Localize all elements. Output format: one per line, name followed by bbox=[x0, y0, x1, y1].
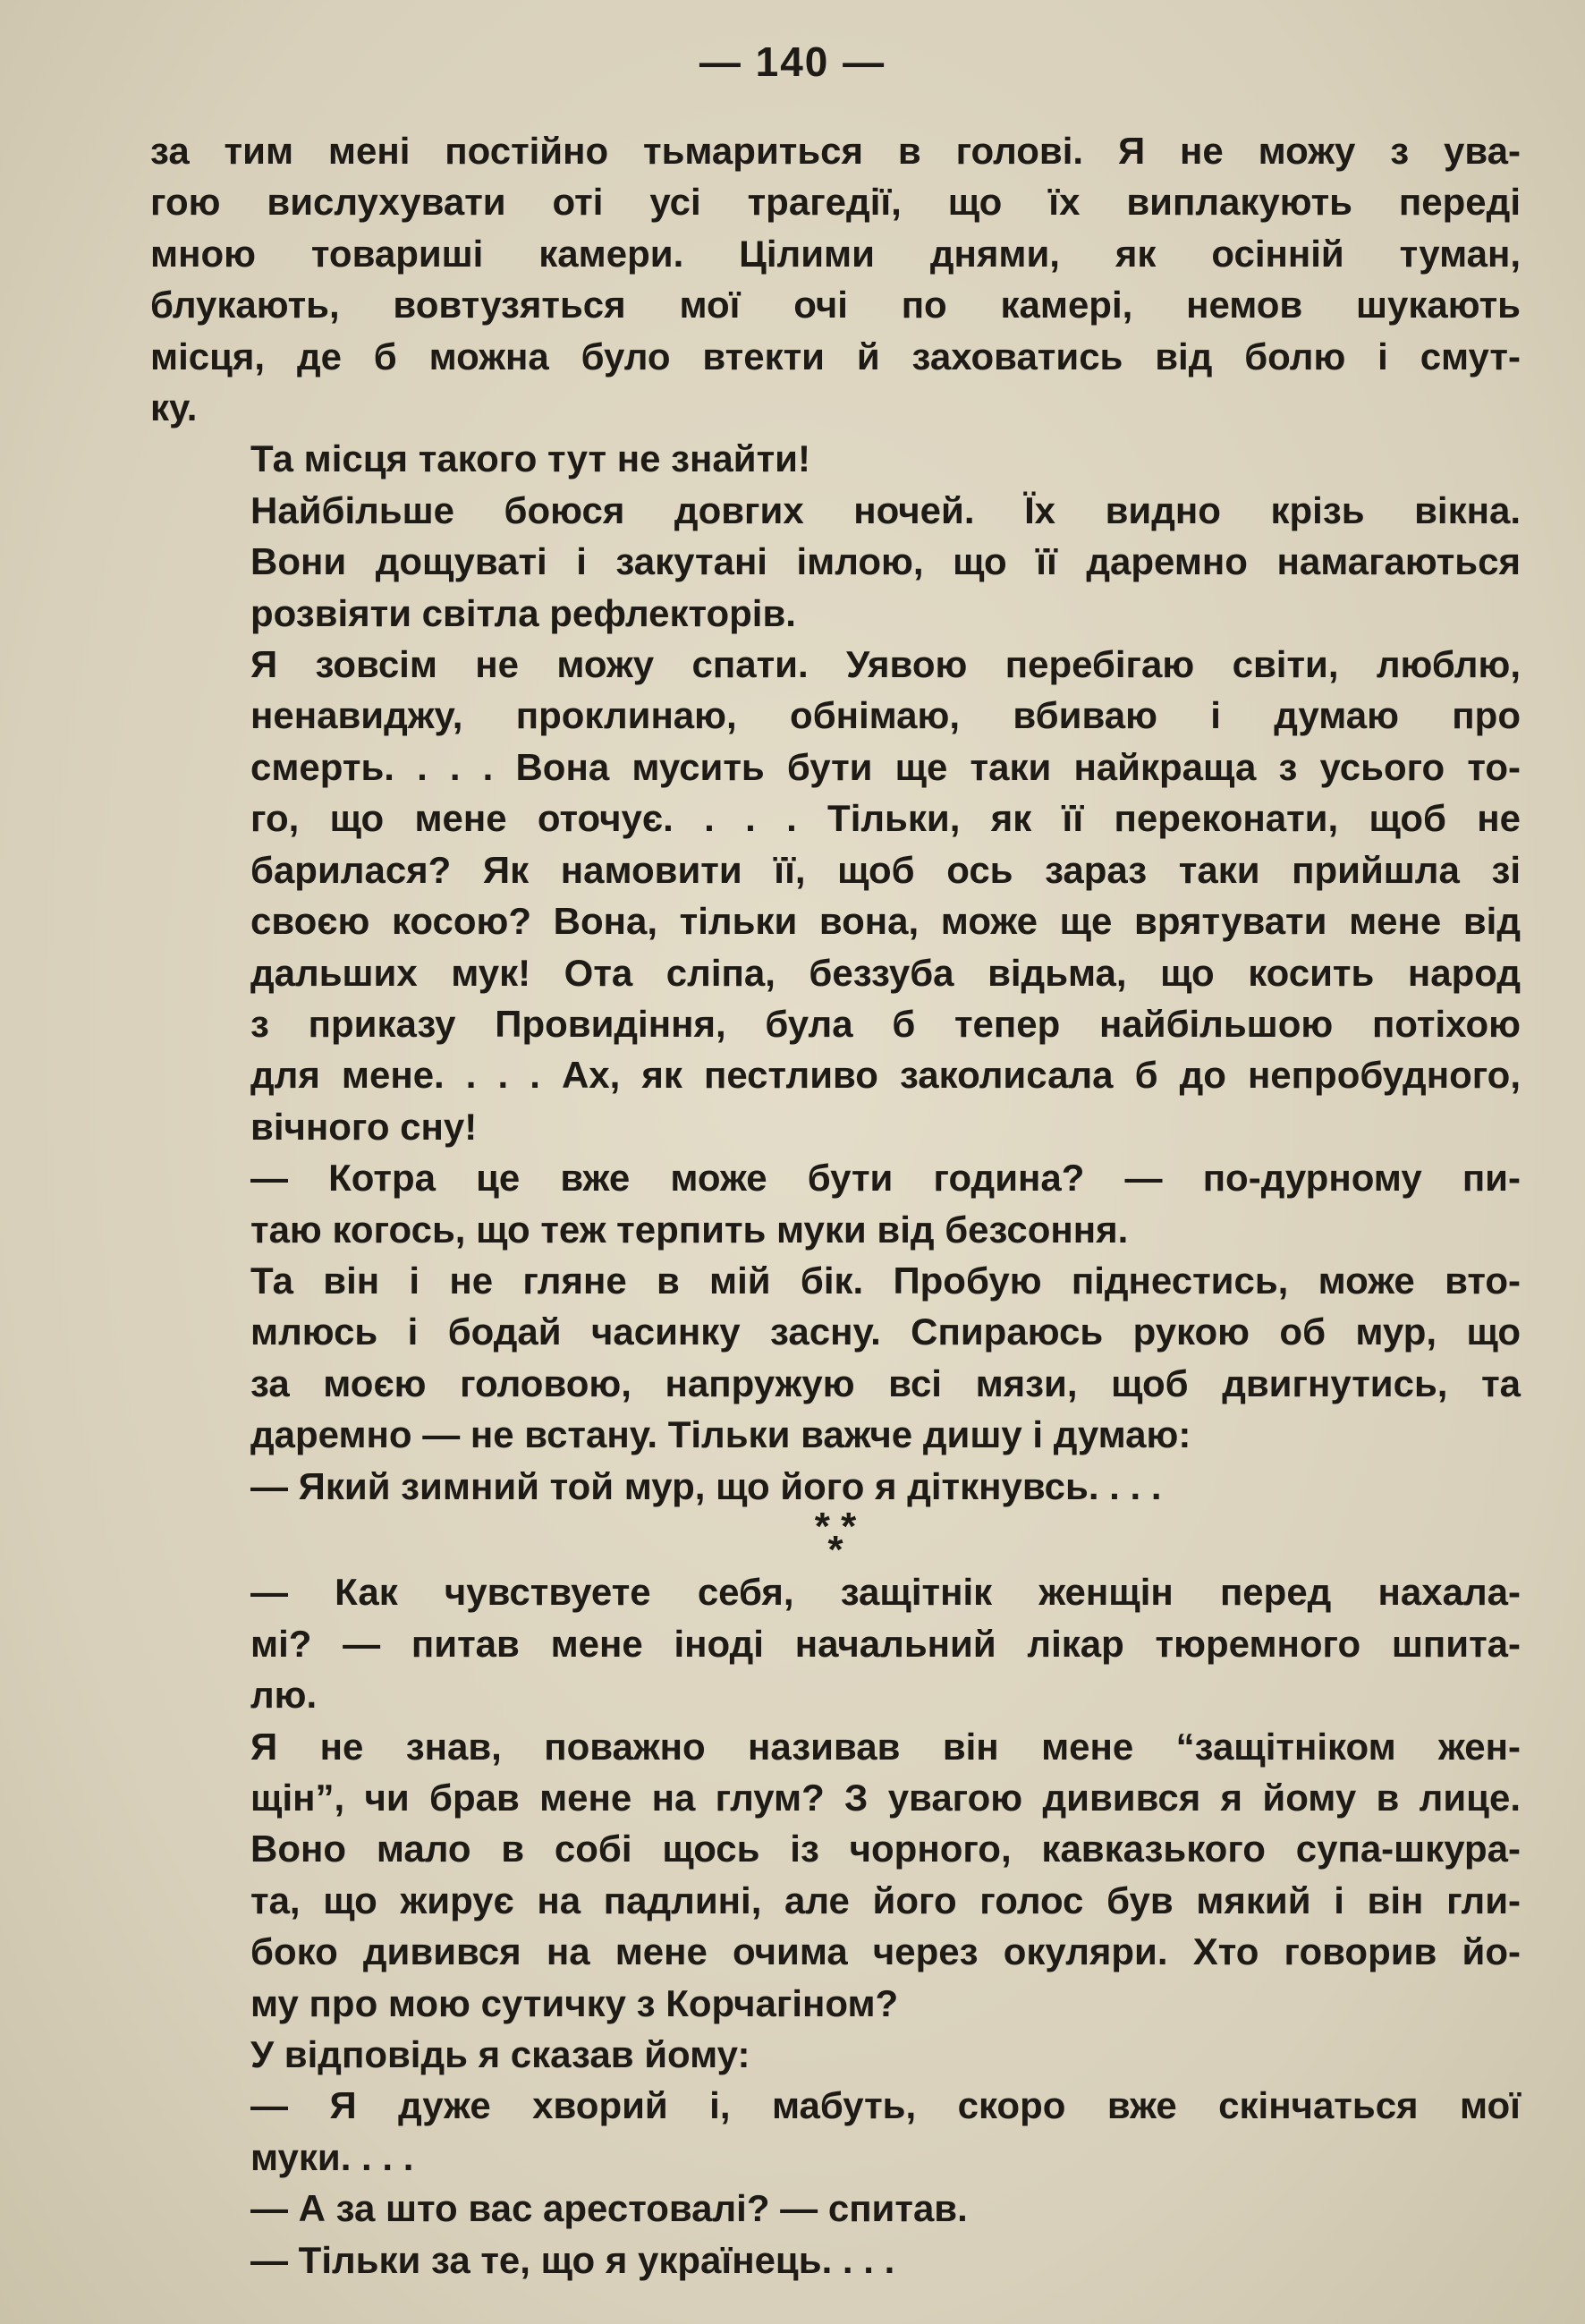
text-line: боко дивився на мене очима через окуляри. Хто говорив йо- bbox=[250, 1930, 1521, 1973]
text-line: У відповідь я сказав йому: bbox=[250, 2033, 750, 2076]
text-line: — Как чувствуете себя, защітнік женщін перед нахала- bbox=[250, 1571, 1521, 1614]
paragraph bbox=[150, 2235, 1521, 2286]
text-line: за тим мені постійно тьмариться в голові. Я не можу з ува- bbox=[150, 130, 1521, 172]
paragraph bbox=[150, 2029, 1521, 2080]
paragraph bbox=[150, 639, 1521, 1152]
text-line: дальших мук! Ота сліпа, беззуба відьма, що косить народ bbox=[250, 951, 1521, 994]
paragraph bbox=[150, 433, 1521, 484]
text-line: мною товариші камери. Цілими днями, як осінній туман, bbox=[150, 232, 1521, 275]
paragraph bbox=[150, 1566, 1521, 1720]
paragraph bbox=[150, 1255, 1521, 1461]
text-line: — Який зимний той мур, що його я діткнувсь. . . . bbox=[250, 1464, 1162, 1507]
text-line: смерть. . . . Вона мусить бути ще таки найкраща з усього то- bbox=[250, 745, 1521, 788]
text-line: Вони дощуваті і закутані імлою, що її даремно намагаються bbox=[250, 540, 1521, 583]
paragraph bbox=[150, 485, 1521, 639]
text-line: — Тільки за те, що я українець. . . . bbox=[250, 2238, 895, 2281]
text-line: вічного сну! bbox=[250, 1105, 478, 1148]
text-line: млюсь і бодай часинку засну. Спираюсь рукою об мур, що bbox=[250, 1310, 1521, 1353]
text-line: та, що жирує на падлині, але його голос був мякий і він гли- bbox=[250, 1879, 1521, 1921]
text-line: з приказу Провидіння, була б тепер найбільшою потіхою bbox=[250, 1002, 1521, 1045]
text-line: гою вислухувати оті усі трагедії, що їх виплакують переді bbox=[150, 181, 1521, 224]
text-line: — А за што вас арестовалі? — спитав. bbox=[250, 2187, 968, 2230]
text-line: для мене. . . . Ах, як пестливо заколисала б до непробудного, bbox=[250, 1054, 1521, 1097]
text-line: — Котра це вже може бути година? — по-дурному пи- bbox=[250, 1157, 1521, 1200]
text-line: го, що мене оточує. . . . Тільки, як її переконати, щоб не bbox=[250, 797, 1521, 840]
paragraph bbox=[150, 1152, 1521, 1255]
paragraph bbox=[150, 125, 1521, 433]
text-line: — Я дуже хворий і, мабуть, скоро вже скінчаться мої bbox=[250, 2084, 1521, 2127]
text-line: му про мою сутичку з Корчагіном? bbox=[250, 1981, 899, 2024]
text-line: за моєю головою, напружую всі мязи, щоб двигнутись, та bbox=[250, 1361, 1521, 1404]
text-line: ку. bbox=[150, 386, 198, 429]
text-line: щін”, чи брав мене на глум? З увагою дивився я йому в лице. bbox=[250, 1776, 1521, 1819]
paragraph bbox=[150, 2183, 1521, 2234]
paragraph bbox=[150, 2080, 1521, 2183]
section-separator: * * * bbox=[814, 1504, 857, 1572]
text-line: барилася? Як намовити її, щоб ось зараз таки прийшла зі bbox=[250, 848, 1521, 891]
text-line: Та він і не гляне в мій бік. Пробую піднестись, може вто- bbox=[250, 1259, 1521, 1302]
text-line: таю когось, що теж терпить муки від безсоння. bbox=[250, 1208, 1129, 1251]
text-line: розвіяти світла рефлекторів. bbox=[250, 591, 796, 634]
text-line: лю. bbox=[250, 1674, 318, 1717]
text-line: мі? — питав мене іноді начальний лікар тюремного шпита- bbox=[250, 1622, 1521, 1665]
text-line: Я не знав, поважно називав він мене “защітніком жен- bbox=[250, 1725, 1521, 1768]
text-line: Найбільше боюся довгих ночей. Їх видно крізь вікна. bbox=[250, 488, 1521, 531]
text-line: ненавиджу, проклинаю, обнімаю, вбиваю і думаю про bbox=[250, 694, 1521, 737]
text-line: даремно — не встану. Тільки важче дишу і думаю: bbox=[250, 1413, 1191, 1456]
page-number: — 140 — bbox=[699, 38, 886, 85]
text-line: Та місця такого тут не знайти! bbox=[250, 437, 810, 480]
body-text bbox=[150, 125, 1521, 2286]
text-line: блукають, вовтузяться мої очі по камері, немов шукають bbox=[150, 284, 1521, 327]
text-line: своєю косою? Вона, тільки вона, може ще врятувати мене від bbox=[250, 900, 1521, 943]
paragraph bbox=[150, 1721, 1521, 2029]
text-line: Я зовсім не можу спати. Уявою перебігаю світи, люблю, bbox=[250, 643, 1521, 686]
text-line: муки. . . . bbox=[250, 2135, 414, 2178]
text-line: Воно мало в собі щось із чорного, кавказького супа-шкура- bbox=[250, 1828, 1521, 1870]
text-line: місця, де б можна було втекти й заховатись від болю і смут- bbox=[150, 335, 1521, 377]
